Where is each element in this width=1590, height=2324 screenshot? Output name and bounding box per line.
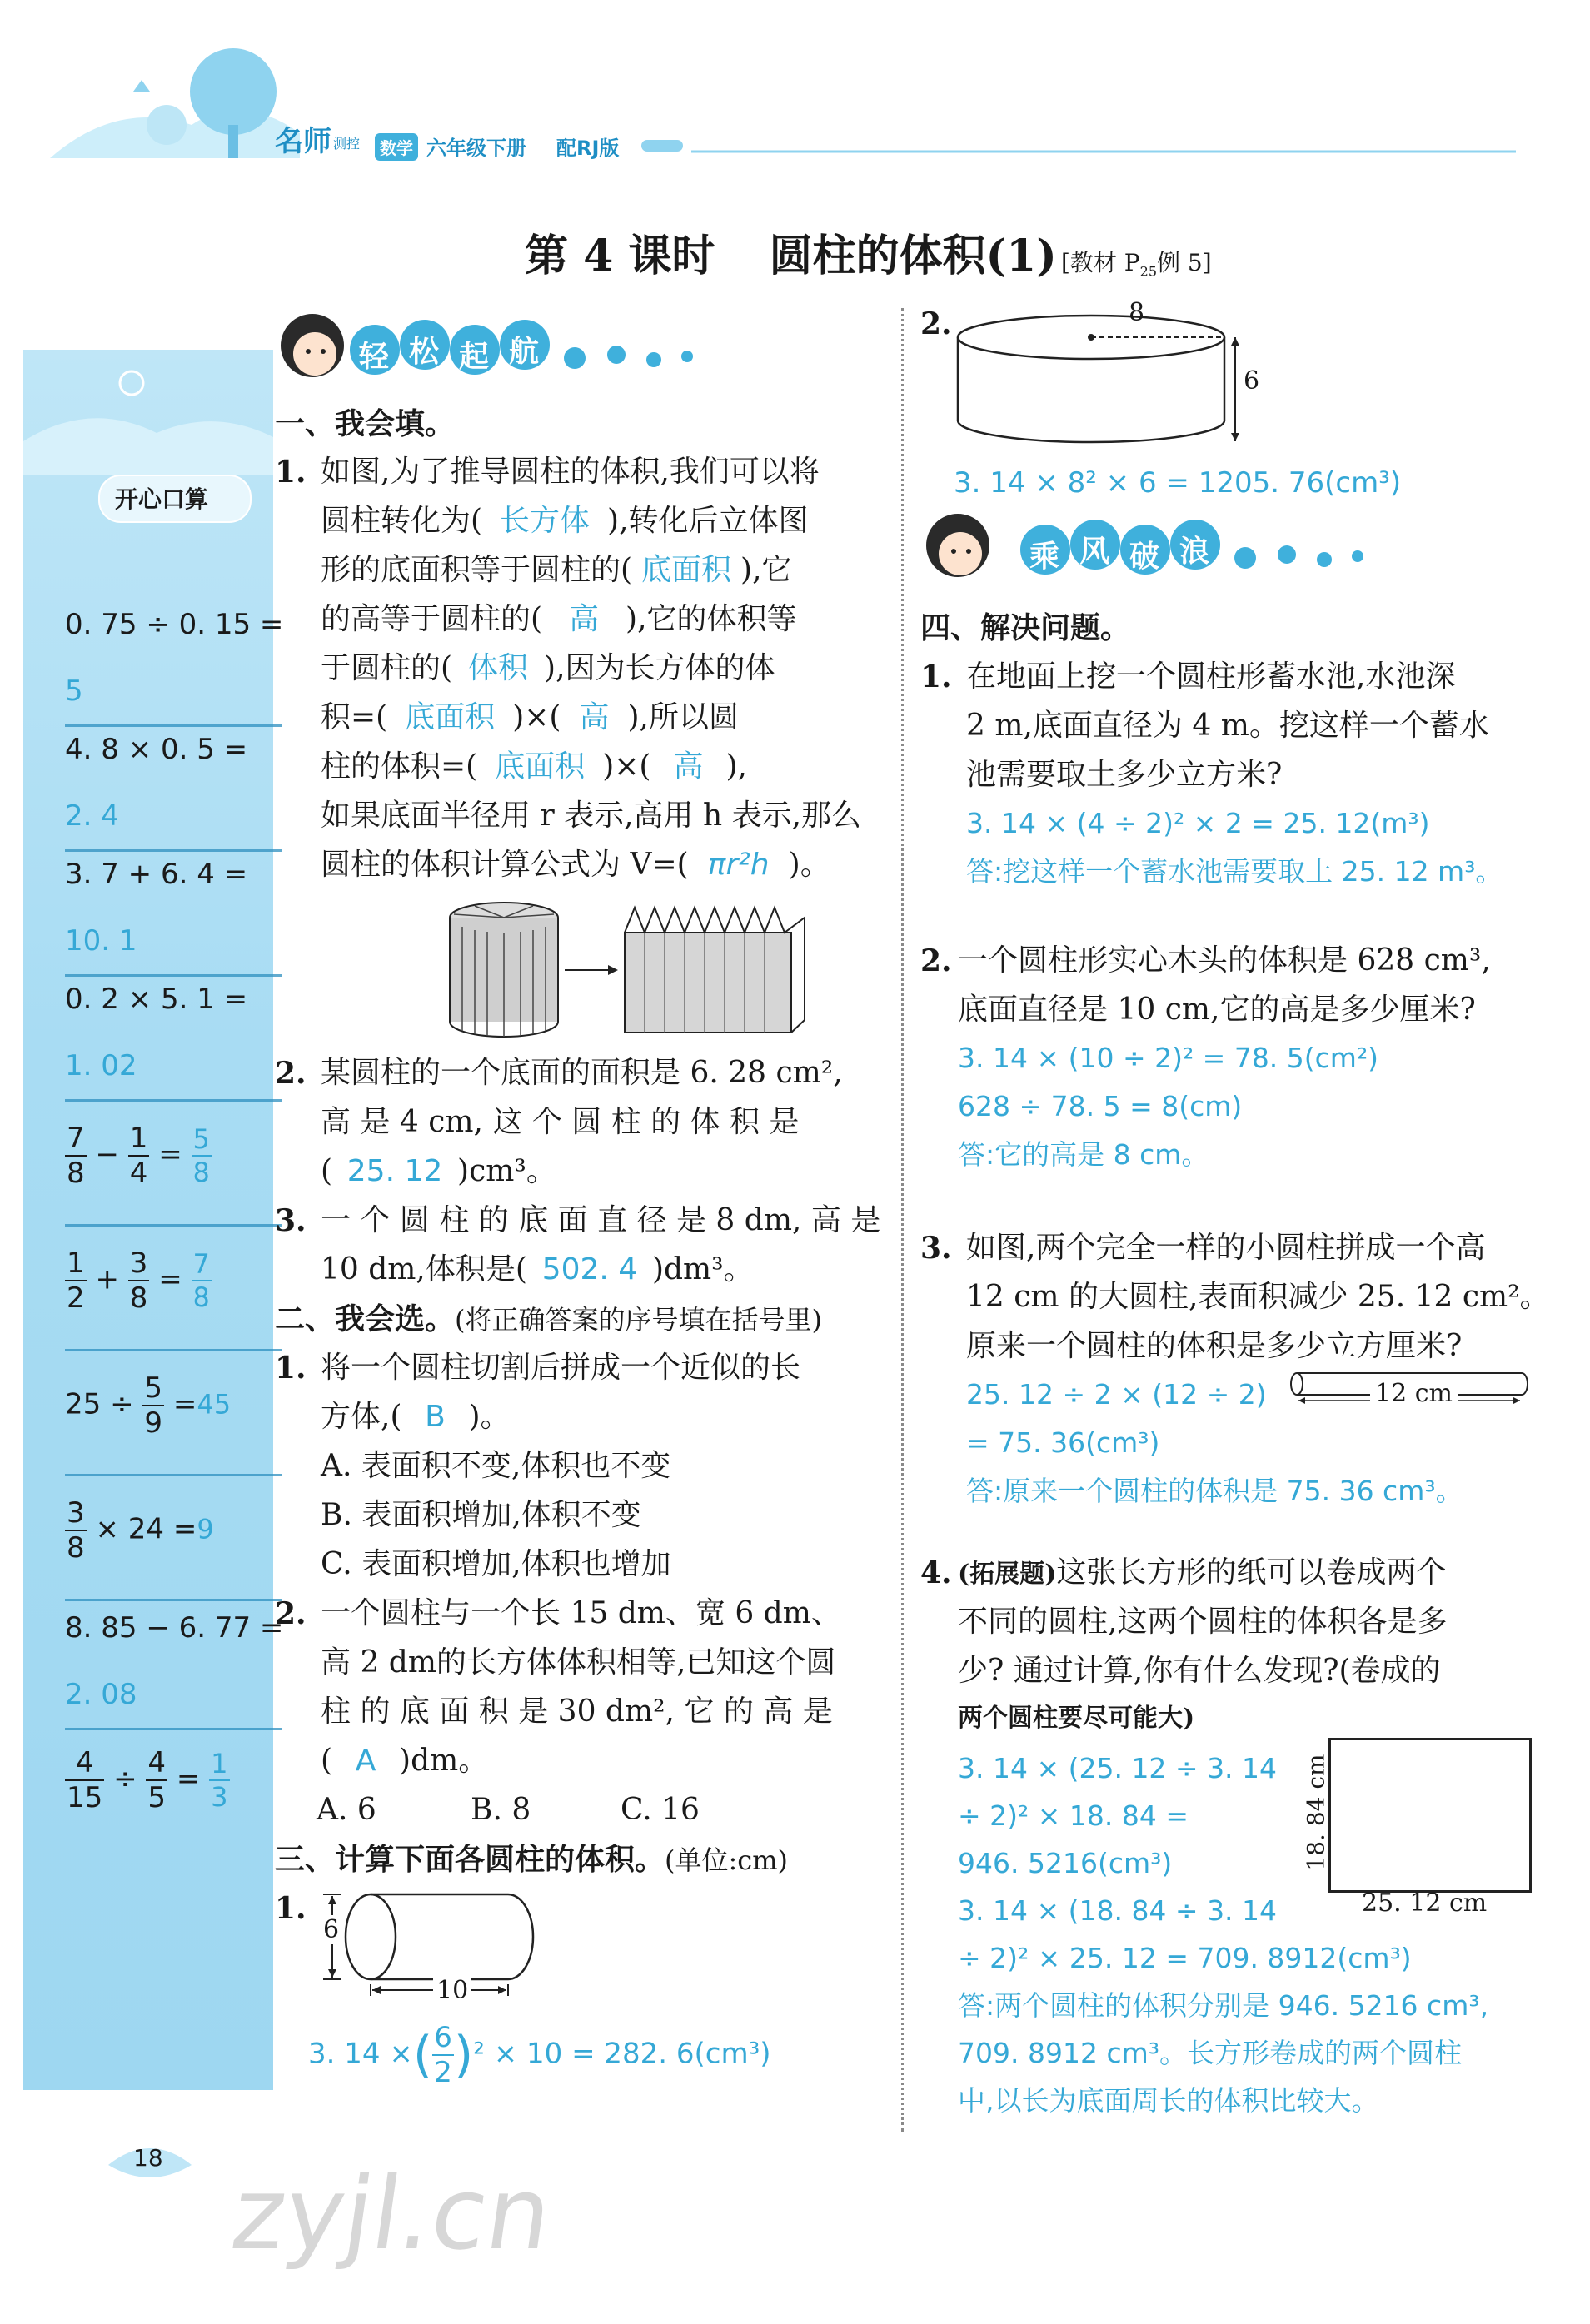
- textbook-ref: [教材 $P_{25}$例 5]: [1060, 249, 1212, 280]
- dimension-label: 25. 12 cm: [1362, 1889, 1488, 1918]
- solution-answer: 答:挖这样一个蓄水池需要取土 25. 12 m³。: [966, 855, 1503, 888]
- question-number: 2.: [275, 1056, 307, 1091]
- badge-char: 风: [1079, 535, 1110, 569]
- solution-step: 3. 14 × (25. 12 ÷ 3. 14: [958, 1752, 1278, 1784]
- dimension-label: 6: [1244, 366, 1260, 396]
- choice-option: A. 6: [317, 1793, 376, 1827]
- question-text: 如图,为了推导圆柱的体积,我们可以将: [321, 455, 820, 489]
- badge-char: 破: [1129, 540, 1160, 574]
- paper-rectangle-figure: [1328, 1738, 1532, 1893]
- header-decoration: [0, 0, 1590, 167]
- section-title: 四、解决问题。: [920, 610, 1131, 645]
- question-number: 2.: [920, 943, 952, 978]
- header-pill: [641, 140, 683, 152]
- section-title: 一、我会填。: [275, 406, 456, 441]
- dimension-label: 12 cm: [1370, 1379, 1458, 1408]
- choice-option: A. 表面积不变,体积也不变: [321, 1449, 671, 1483]
- badge-char: 轻: [359, 340, 390, 374]
- page-number: 18: [133, 2144, 163, 2172]
- badge-char: 浪: [1179, 535, 1210, 569]
- solution-step: ÷ 2)² × 18. 84 =: [958, 1799, 1189, 1832]
- dimension-label: 6: [323, 1915, 340, 1944]
- question-number: 1.: [275, 1351, 307, 1386]
- badge-char: 松: [409, 335, 440, 369]
- question-number: 2.: [920, 306, 952, 341]
- oral-question: 3. 7 + 6. 4 =: [65, 858, 248, 891]
- oral-question: 8. 85 − 6. 77 =: [65, 1611, 284, 1645]
- oral-fraction-item: $\frac{1}{2}$ + $\frac{3}{8}$ = $\frac{7}{8}$: [67, 1247, 210, 1315]
- question-number: 1.: [275, 455, 307, 490]
- answer-blank: πr²h: [707, 848, 770, 882]
- sidebar-divider: [65, 1349, 282, 1351]
- fraction: $\frac{4}{15}$: [67, 1746, 103, 1814]
- solution-answer: 答:两个圆柱的体积分别是 946. 5216 cm³,: [958, 1989, 1489, 2022]
- sidebar-divider: [65, 724, 282, 727]
- fraction: $\frac{3}{8}$: [67, 1496, 85, 1565]
- dimension-label: 10: [433, 1976, 471, 2005]
- edition-text: 配RJ版: [556, 137, 620, 160]
- left-column: [275, 308, 883, 2157]
- badge-char: 乘: [1029, 540, 1060, 574]
- watermark: zyjl.cn: [225, 2157, 559, 2272]
- sidebar-title: 开心口算: [115, 485, 209, 513]
- lesson-topic: 圆柱的体积(1): [769, 231, 1057, 281]
- question-number: 4.: [920, 1555, 952, 1590]
- sidebar-decoration: [23, 350, 273, 475]
- sidebar-divider: [65, 974, 282, 977]
- solution-step: = 75. 36(cm³): [966, 1426, 1160, 1459]
- solution-answer: 答:它的高是 8 cm。: [958, 1138, 1209, 1171]
- choice-option: C. 表面积增加,体积也增加: [321, 1547, 671, 1581]
- oral-fraction-item: $\frac{3}{8}$ × 24 =9: [67, 1496, 214, 1565]
- answer-blank: 25. 12: [346, 1154, 443, 1188]
- solution-step: 25. 12 ÷ 2 × (12 ÷ 2): [966, 1378, 1267, 1411]
- question-text: 12 cm 的大圆柱,表面积减少 25. 12 cm²。: [966, 1280, 1550, 1314]
- answer-blank: 底面积: [495, 749, 586, 784]
- brand-sub: 测控: [333, 136, 361, 152]
- answer-blank: 底面积: [405, 700, 496, 734]
- question-text: 底面直径是 10 cm,它的高是多少厘米?: [958, 993, 1476, 1027]
- answer-blank: 长方体: [500, 504, 591, 538]
- sidebar-divider: [65, 849, 282, 852]
- badge-char: 航: [509, 335, 540, 369]
- solution-answer: 709. 8912 cm³。长方形卷成的两个圆柱: [958, 2037, 1462, 2069]
- fraction-answer: $\frac{1}{3}$: [211, 1748, 228, 1813]
- choice-option: C. 16: [621, 1793, 700, 1827]
- lesson-title: [525, 221, 1212, 283]
- oral-fraction-item: $\frac{7}{8}$ − $\frac{1}{4}$ = $\frac{5}{8}$: [67, 1122, 210, 1190]
- calc-answer: 3. 14 ×( $\frac{6}{2}$ )² × 10 = 282. 6(cm³): [308, 2021, 771, 2089]
- fraction-answer: $\frac{5}{8}$: [192, 1123, 210, 1188]
- oral-answer: 1. 02: [65, 1049, 137, 1082]
- question-text: 一个圆柱形实心木头的体积是 628 cm³,: [958, 943, 1491, 978]
- answer-blank: B: [425, 1400, 446, 1434]
- question-text: 一个圆柱与一个长 15 dm、宽 6 dm、: [321, 1596, 841, 1630]
- question-text: 圆柱转化为( 长方体 ),转化后立体图: [321, 497, 809, 545]
- question-text: 方体,( B )。: [321, 1393, 511, 1441]
- question-number: 3.: [920, 1231, 952, 1266]
- fraction: $\frac{5}{9}$: [144, 1371, 163, 1440]
- question-text: 池需要取土多少立方米?: [966, 758, 1283, 792]
- question-text: 在地面上挖一个圆柱形蓄水池,水池深: [966, 659, 1456, 694]
- oral-answer: 2. 08: [65, 1678, 137, 1711]
- question-text: 于圆柱的( 体积 ),因为长方体的体: [321, 644, 775, 693]
- sidebar-divider: [65, 1728, 282, 1730]
- question-number: 3.: [275, 1203, 307, 1238]
- oral-question: 0. 2 × 5. 1 =: [65, 983, 248, 1016]
- question-text: (拓展题)这张长方形的纸可以卷成两个: [958, 1555, 1447, 1590]
- brand-name: 名师: [275, 125, 331, 158]
- question-text: 积=( 底面积 )×( 高 ),所以圆: [321, 694, 739, 742]
- answer-blank: 高: [569, 602, 600, 636]
- question-text: 一 个 圆 柱 的 底 面 直 径 是 8 dm, 高 是: [321, 1203, 881, 1237]
- question-text: 如果底面半径用 r 表示,高用 h 表示,那么: [321, 799, 862, 833]
- question-text: 2 m,底面直径为 4 m。挖这样一个蓄水: [966, 709, 1489, 743]
- question-text: 如图,两个完全一样的小圆柱拼成一个高: [966, 1231, 1486, 1265]
- question-text: 少? 通过计算,你有什么发现?(卷成的: [958, 1654, 1441, 1688]
- mental-math-sidebar: [23, 350, 284, 2090]
- choice-option: B. 8: [471, 1793, 531, 1827]
- grade-text: 六年级下册: [426, 137, 526, 160]
- solution-answer: 中,以长为底面周长的体积比较大。: [958, 2084, 1379, 2117]
- solution-step: ÷ 2)² × 25. 12 = 709. 8912(cm³): [958, 1942, 1412, 1974]
- question-text: 原来一个圆柱的体积是多少立方厘米?: [966, 1329, 1463, 1363]
- oral-fraction-item: 25 ÷ $\frac{5}{9}$ =45: [65, 1371, 232, 1440]
- section-badge-easy: [275, 308, 725, 391]
- answer-blank: 502. 4: [541, 1252, 638, 1286]
- solution-step: 3. 14 × (4 ÷ 2)² × 2 = 25. 12(m³): [966, 807, 1430, 839]
- question-text: 不同的圆柱,这两个圆柱的体积各是多: [958, 1605, 1448, 1639]
- question-text: 柱 的 底 面 积 是 30 dm², 它 的 高 是: [321, 1694, 833, 1729]
- oral-answer: 2. 4: [65, 799, 119, 833]
- question-number: 2.: [275, 1596, 307, 1631]
- answer-blank: 高: [579, 700, 610, 734]
- question-text: 将一个圆柱切割后拼成一个近似的长: [321, 1351, 801, 1385]
- question-number: 1.: [920, 659, 952, 694]
- calc-answer: 3. 14 × 8² × 6 = 1205. 76(cm³): [954, 466, 1402, 500]
- oral-answer: 5: [65, 674, 83, 708]
- upright-cylinder-figure: [954, 308, 1337, 450]
- sidebar-divider: [65, 1224, 282, 1227]
- fraction: $\frac{7}{8}$: [67, 1122, 85, 1190]
- subject-badge: 数学: [375, 133, 418, 161]
- answer-blank: A: [355, 1744, 376, 1778]
- sidebar-divider: [65, 1599, 282, 1601]
- solution-step: 628 ÷ 78. 5 = 8(cm): [958, 1090, 1243, 1122]
- answer-blank: 底面积: [641, 553, 732, 587]
- sidebar-divider: [65, 1099, 282, 1102]
- column-divider: [901, 308, 904, 2132]
- dimension-label: 8: [1129, 298, 1145, 327]
- question-text: 形的底面积等于圆柱的( 底面积 ),它: [321, 546, 792, 595]
- question-text: 圆柱的体积计算公式为 V=( πr²h )。: [321, 841, 830, 889]
- fraction: $\frac{1}{2}$: [67, 1247, 85, 1315]
- fraction: $\frac{1}{4}$: [129, 1122, 148, 1190]
- question-number: 1.: [275, 1891, 307, 1926]
- dimension-label: 18. 84 cm: [1302, 1754, 1330, 1871]
- question-text: 某圆柱的一个底面的面积是 6. 28 cm²,: [321, 1056, 843, 1090]
- lesson-number: 第 4 课时: [525, 231, 715, 281]
- choice-option: B. 表面积增加,体积不变: [321, 1498, 641, 1532]
- right-column: [920, 300, 1553, 2157]
- question-text: 10 dm,体积是( 502. 4 )dm³。: [321, 1246, 754, 1294]
- question-text: ( 25. 12 )cm³。: [321, 1147, 556, 1196]
- fraction-answer: $\frac{7}{8}$: [192, 1248, 210, 1313]
- section-title: 二、我会选。(将正确答案的序号填在括号里): [275, 1301, 822, 1336]
- fraction: $\frac{3}{8}$: [129, 1247, 148, 1315]
- fraction: $\frac{4}{5}$: [147, 1746, 167, 1814]
- page-header: [0, 0, 1590, 167]
- sidebar-divider: [65, 1474, 282, 1476]
- question-text: 高 是 4 cm, 这 个 圆 柱 的 体 积 是: [321, 1105, 800, 1139]
- question-text: 的高等于圆柱的( 高 ),它的体积等: [321, 595, 797, 644]
- solution-step: 3. 14 × (18. 84 ÷ 3. 14: [958, 1894, 1278, 1927]
- solution-answer: 答:原来一个圆柱的体积是 75. 36 cm³。: [966, 1475, 1463, 1507]
- cylinder-to-cuboid-figure: [441, 899, 825, 1041]
- question-text: 两个圆柱要尽可能大): [958, 1704, 1195, 1733]
- question-text: 柱的体积=( 底面积 )×( 高 ),: [321, 743, 747, 791]
- oral-answer: 10. 1: [65, 924, 137, 958]
- question-text: 高 2 dm的长方体体积相等,已知这个圆: [321, 1645, 836, 1680]
- answer-blank: 高: [673, 749, 704, 784]
- oral-question: 4. 8 × 0. 5 =: [65, 733, 248, 766]
- question-text: ( A )dm。: [321, 1737, 488, 1785]
- oral-question: 0. 75 ÷ 0. 15 =: [65, 608, 284, 641]
- section-title: 三、计算下面各圆柱的体积。(单位:cm): [275, 1842, 789, 1877]
- badge-char: 起: [459, 340, 490, 374]
- solution-step: 3. 14 × (10 ÷ 2)² = 78. 5(cm²): [958, 1042, 1379, 1074]
- oral-fraction-item: $\frac{4}{15}$ ÷ $\frac{4}{5}$ = $\frac{1}{3}$: [67, 1746, 228, 1814]
- solution-step: 946. 5216(cm³): [958, 1847, 1173, 1879]
- answer-blank: 体积: [468, 651, 529, 685]
